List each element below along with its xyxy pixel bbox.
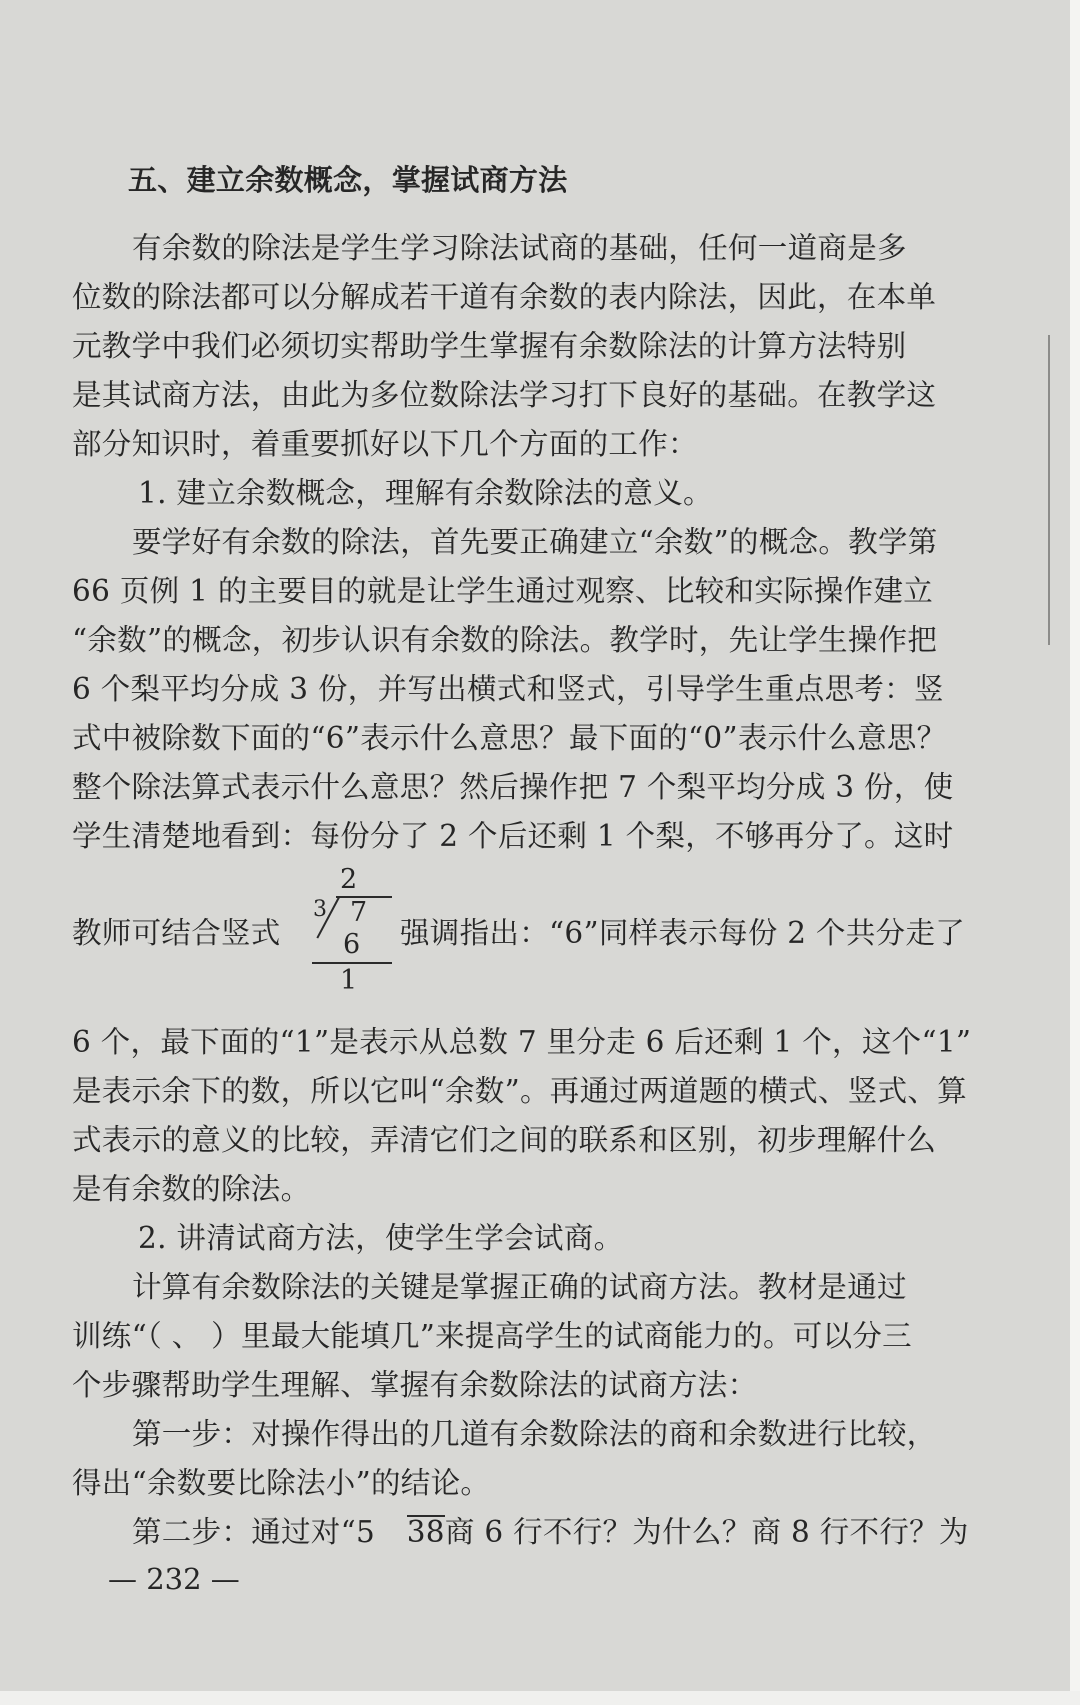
section-heading: 五、建立余数概念，掌握试商方法 [128,163,568,197]
formula-line-before: 教师可结合竖式 [72,916,281,950]
paragraph-line: 整个除法算式表示什么意思？然后操作把 7 个梨平均分成 3 份，使 [72,770,954,804]
step2-dividend: 38 [406,1515,445,1549]
long-division-subtract-bar [312,962,392,964]
paragraph-line: 是表示余下的数，所以它叫“余数”。再通过两道题的横式、竖式、算 [72,1074,967,1108]
long-division-quotient: 2 [340,864,358,895]
paragraph-line: 训练“（ 、 ）里最大能填几”来提高学生的试商能力的。可以分三 [72,1319,912,1353]
paragraph-line: 个步骤帮助学生理解、掌握有余数除法的试商方法： [72,1368,758,1402]
paragraph-line: 部分知识时，着重要抓好以下几个方面的工作： [72,427,698,461]
paragraph-line: 6 个，最下面的“1”是表示从总数 7 里分走 6 后还剩 1 个，这个“1” [72,1025,972,1059]
paragraph-line: 式中被除数下面的“6”表示什么意思？最下面的“0”表示什么意思？ [72,721,947,755]
paragraph-line: 计算有余数除法的关键是掌握正确的试商方法。教材是通过 [132,1270,907,1304]
page-edge-right [1070,0,1080,1705]
paragraph-line: 6 个梨平均分成 3 份，并写出横式和竖式，引导学生重点思考：竖 [72,672,944,706]
paragraph-line: 是有余数的除法。 [72,1172,311,1206]
long-division-divisor: 3 [313,897,327,922]
paragraph-line: 有余数的除法是学生学习除法试商的基础，任何一道商是多 [132,231,907,265]
long-division-product: 6 [343,929,361,960]
page-number: — 232 — [108,1562,240,1596]
step2-prefix: 第二步：通过对“5 [132,1515,385,1549]
paragraph-line: 式表示的意义的比较，弄清它们之间的联系和区别，初步理解什么 [72,1123,937,1157]
paragraph-line: 得出“余数要比除法小”的结论。 [72,1466,491,1500]
paragraph-line: 元教学中我们必须切实帮助学生掌握有余数除法的计算方法特别 [72,329,907,363]
paragraph-line: 第一步：对操作得出的几道有余数除法的商和余数进行比较， [132,1417,937,1451]
item-title: 1. 建立余数概念，理解有余数除法的意义。 [138,476,713,510]
paragraph-line: “余数”的概念，初步认识有余数的除法。教学时，先让学生操作把 [72,623,938,657]
paragraph-line-step2 [132,1514,969,1550]
paragraph-line: 学生清楚地看到：每份分了 2 个后还剩 1 个梨，不够再分了。这时 [72,819,954,853]
long-division-dividend: 7 [350,897,368,928]
page-edge-bottom [0,1691,1080,1705]
item-title: 2. 讲清试商方法，使学生学会试商。 [138,1221,624,1255]
formula-line-after: 强调指出：“6”同样表示每份 2 个共分走了 [400,916,966,950]
paragraph-line: 是其试商方法，由此为多位数除法学习打下良好的基础。在教学这 [72,378,937,412]
paragraph-line: 66 页例 1 的主要目的就是让学生通过观察、比较和实际操作建立 [72,574,934,608]
margin-mark [1048,335,1050,645]
paragraph-line: 位数的除法都可以分解成若干道有余数的表内除法，因此，在本单 [72,280,937,314]
long-division-remainder: 1 [340,965,358,996]
paragraph-line: 要学好有余数的除法，首先要正确建立“余数”的概念。教学第 [132,525,938,559]
step2-suffix: 商 6 行不行？为什么？商 8 行不行？为 [444,1515,969,1549]
